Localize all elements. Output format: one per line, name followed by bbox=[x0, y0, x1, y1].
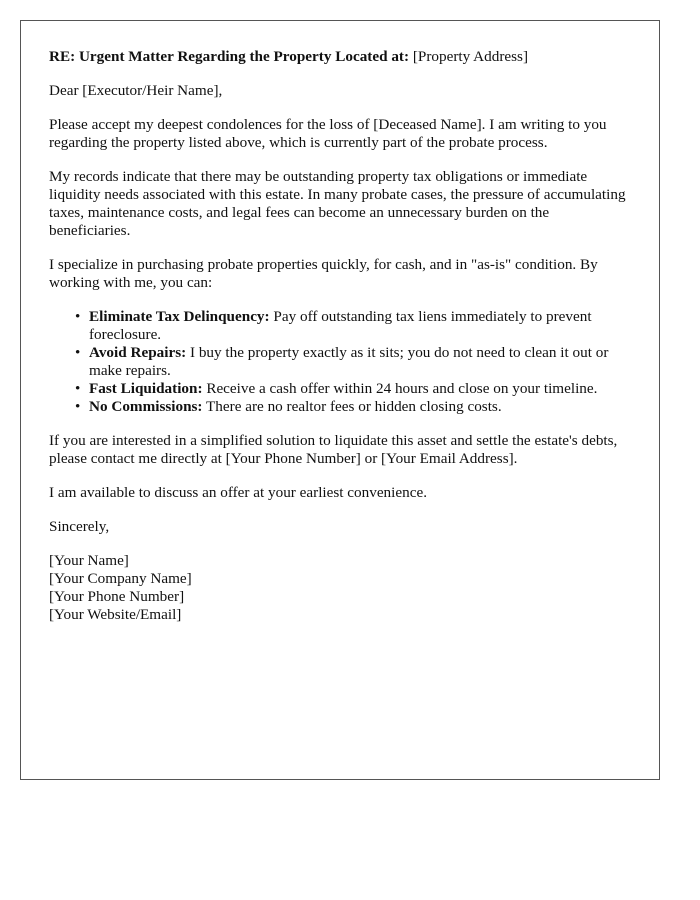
list-item bbox=[75, 344, 631, 380]
subject-value: [Property Address] bbox=[412, 48, 529, 65]
bullet-icon: • bbox=[75, 308, 81, 325]
signature-company: [Your Company Name] bbox=[49, 570, 192, 587]
list-item bbox=[75, 380, 631, 398]
benefit-term: Avoid Repairs: bbox=[89, 344, 187, 361]
paragraph-condolences: Please accept my deepest condolences for the loss of [Deceased Name]. I am writing to you regarding the property listed above, which is currently part of the probate process. bbox=[49, 116, 607, 151]
list-item bbox=[75, 308, 631, 344]
signature-website: [Your Website/Email] bbox=[49, 606, 182, 623]
bullet-icon: • bbox=[75, 398, 81, 415]
benefit-term: Eliminate Tax Delinquency: bbox=[89, 308, 270, 325]
subject-label: RE: Urgent Matter Regarding the Property Located at: bbox=[49, 48, 410, 65]
paragraph-specialize: I specialize in purchasing probate properties quickly, for cash, and in "as-is" condition. By working with me, you can: bbox=[49, 256, 598, 291]
subject-line bbox=[49, 48, 631, 66]
benefit-text: I buy the property exactly as it sits; you do not need to clean it out or make repairs. bbox=[89, 344, 609, 379]
paragraph-contact: If you are interested in a simplified solution to liquidate this asset and settle the estate's debts, please contact me directly at [Your Phone Number] or [Your Email Address]. bbox=[49, 432, 618, 467]
signature-phone: [Your Phone Number] bbox=[49, 588, 185, 605]
bullet-icon: • bbox=[75, 344, 81, 361]
benefit-text: Receive a cash offer within 24 hours and close on your timeline. bbox=[202, 380, 598, 397]
paragraph-records: My records indicate that there may be outstanding property tax obligations or immediate liquidity needs associated with this estate. In many probate cases, the pressure of accumulating taxes, maintenance costs, and legal fees can become an unnecessary burden on the beneficiaries. bbox=[49, 168, 626, 239]
signoff: Sincerely, bbox=[49, 518, 110, 535]
benefit-text: Pay off outstanding tax liens immediately to prevent foreclosure. bbox=[89, 308, 592, 343]
bullet-icon: • bbox=[75, 380, 81, 397]
benefit-text: There are no realtor fees or hidden closing costs. bbox=[202, 398, 502, 415]
salutation: Dear [Executor/Heir Name], bbox=[49, 82, 223, 99]
list-item bbox=[75, 398, 631, 416]
benefit-term: Fast Liquidation: bbox=[89, 380, 203, 397]
signature-name: [Your Name] bbox=[49, 552, 129, 569]
benefits-list bbox=[49, 308, 631, 416]
letter-document bbox=[20, 20, 660, 780]
benefit-term: No Commissions: bbox=[89, 398, 203, 415]
signature-block bbox=[49, 552, 631, 624]
paragraph-availability: I am available to discuss an offer at your earliest convenience. bbox=[49, 484, 427, 501]
